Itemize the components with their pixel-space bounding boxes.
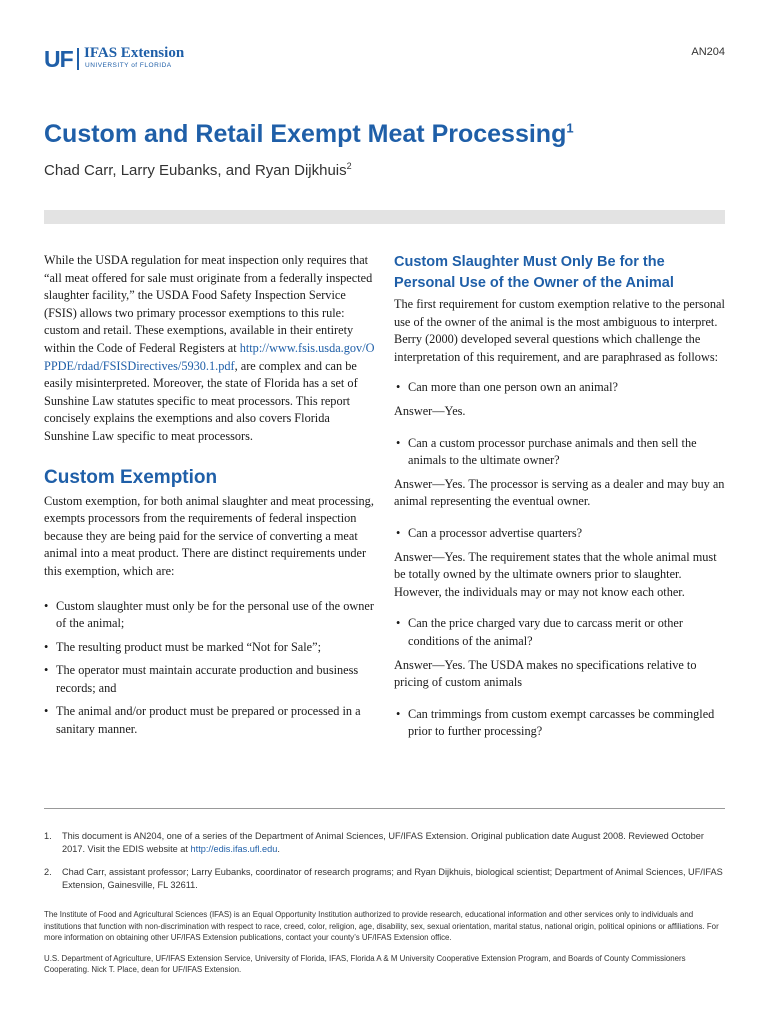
footnote-1-end: .: [277, 844, 280, 854]
question-item: • Can more than one person own an animal?: [396, 379, 725, 397]
question-list: [394, 435, 725, 470]
question-list: [394, 379, 725, 397]
footnote-rule: [44, 808, 725, 809]
footnote-number: 2.: [44, 867, 52, 877]
logo-university-text: UNIVERSITY of FLORIDA: [85, 62, 172, 69]
answer-text: Answer—Yes. The requirement states that the whole animal must be totally owned by the ultimate owners prior to slaughter. However, the individuals may or may not know each other.: [394, 549, 717, 599]
list-item: • The animal and/or product must be prepared or processed in a sanitary manner.: [44, 703, 377, 738]
footnotes: [44, 830, 725, 892]
footnote-1-text: This document is AN204, one of a series of the Department of Animal Sciences, UF/IFAS Extension. Original publication date August 2008. Reviewed October 2017. Visit the EDIS website at: [62, 831, 704, 854]
legal-notices: [44, 909, 725, 976]
page-title: [44, 120, 574, 149]
custom-exemption-paragraph: Custom exemption, for both animal slaughter and meat processing, exempts processors from the requirements of federal inspection because they are being paid for the service of converting a meat animal into a meat product. There are distinct requirements under this exemption, which are:: [44, 493, 374, 578]
logo-uf-mark: UF: [44, 46, 73, 72]
intro-paragraph: [44, 252, 377, 446]
footnote-2: [44, 866, 725, 892]
document-id: AN204: [691, 46, 725, 58]
intro-text-cont: , are complex and can be easily misinterpreted. Moreover, the state of Florida has a set of Sunshine Law statutes specific to meat processors. This report concisely explains the exemptions and also covers Florida Sunshine Law specific to meat processors.: [44, 358, 358, 443]
question-item: • Can a custom processor purchase animals and then sell the animals to the ultimate owner?: [396, 435, 725, 470]
personal-use-intro: The first requirement for custom exemption relative to the personal use of the owner of the animal is the most ambiguous to interpret. Berry (2000) developed several questions which challenge the interpretation of this requirement, and are paraphrased as follows:: [394, 297, 725, 364]
intro-text: While the USDA regulation for meat inspection only requires that “all meat offered for sale must originate from a federally inspected slaughter facility,” the USDA Food Safety Inspection Service (FSIS) allows two primary processor exemptions to this rule: custom and retail. These exemptions, available in their entirety within the Code of Federal Registers at: [44, 253, 373, 355]
answer-text: Answer—Yes.: [394, 403, 466, 418]
requirements-list: [44, 598, 377, 739]
equal-opportunity-statement: The Institute of Food and Agricultural Sciences (IFAS) is an Equal Opportunity Institution authorized to provide research, educational information and other services only to individuals and institutions that function with non-discrimination with respect to race, creed, color, religion, age, disability, sex, sexual orientation, marital status, national origin, political opinions or affiliations. For more information on obtaining other UF/IFAS Extension publications, contact your county’s UF/IFAS Extension office.: [44, 910, 719, 942]
question-item: • Can trimmings from custom exempt carcasses be commingled prior to further processing?: [396, 706, 725, 741]
list-item: • The operator must maintain accurate production and business records; and: [44, 662, 377, 697]
question-list: [394, 525, 725, 543]
title-footnote-ref: 1: [566, 120, 574, 136]
personal-use-heading: Custom Slaughter Must Only Be for the Personal Use of the Owner of the Animal: [394, 254, 674, 291]
footnote-2-text: Chad Carr, assistant professor; Larry Eubanks, coordinator of research programs; and Ryan Dijkhuis, biological scientist; Department of Animal Sciences, UF/IFAS Extension, Gainesville, FL 32611.: [62, 867, 723, 890]
list-item: • The resulting product must be marked “Not for Sale”;: [44, 639, 377, 657]
answer-text: Answer—Yes. The USDA makes no specifications relative to pricing of custom animals: [394, 657, 697, 690]
question-list: [394, 615, 725, 650]
list-item: • Custom slaughter must only be for the personal use of the owner of the animal;: [44, 598, 377, 633]
authors-text: Chad Carr, Larry Eubanks, and Ryan Dijkhuis: [44, 162, 347, 179]
question-item: • Can a processor advertise quarters?: [396, 525, 725, 543]
authors-footnote-ref: 2: [346, 161, 352, 171]
usda-statement: U.S. Department of Agriculture, UF/IFAS Extension Service, University of Florida, IFAS, Florida A & M University Cooperative Extension Program, and Boards of County Commissioners Cooperating. Nick T. Place, dean for UF/IFAS Extension.: [44, 953, 686, 974]
right-column: [394, 252, 725, 741]
fsis-directive-link[interactable]: http://www.fsis.usda.gov/OPPDE/rdad/FSISDirectives/5930.1.pdf: [44, 340, 375, 373]
ifas-extension-logo[interactable]: [44, 46, 214, 72]
left-column: [44, 252, 377, 739]
custom-exemption-heading: Custom Exemption: [44, 466, 218, 488]
edis-link[interactable]: http://edis.ifas.ufl.edu: [190, 844, 278, 854]
title-text: Custom and Retail Exempt Meat Processing: [44, 120, 567, 148]
logo-ifas-text: IFAS Extension: [84, 45, 185, 61]
footnote-number: 1.: [44, 831, 52, 841]
header-divider-band: [44, 210, 725, 224]
authors: [44, 162, 352, 179]
logo-divider: [77, 48, 79, 70]
question-list: [394, 706, 725, 741]
question-item: • Can the price charged vary due to carcass merit or other conditions of the animal?: [396, 615, 725, 650]
answer-text: Answer—Yes. The processor is serving as a dealer and may buy an animal representing the eventual owner.: [394, 476, 725, 509]
footnote-1: [44, 830, 725, 856]
